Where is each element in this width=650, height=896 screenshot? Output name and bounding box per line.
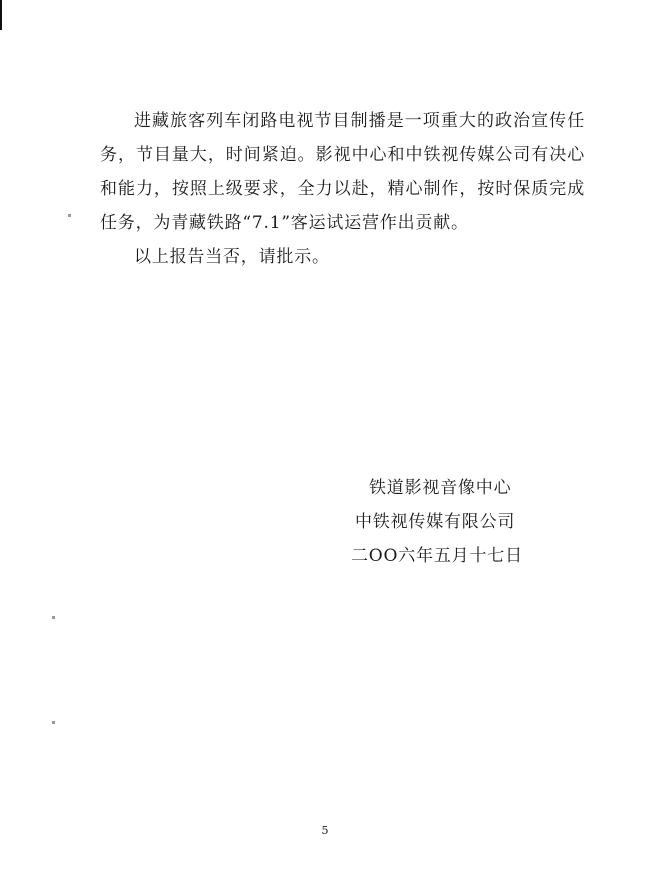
signature-date: 二OO六年五月十七日	[351, 546, 523, 566]
signature-organization-2: 中铁视传媒有限公司	[355, 512, 516, 532]
scan-dot	[52, 721, 55, 724]
closing-paragraph: 以上报告当否，请批示。	[134, 247, 330, 267]
body-paragraph: 进藏旅客列车闭路电视节目制播是一项重大的政治宣传任务，节目量大，时间紧迫。影视中心和中铁视传媒公司有决心和能力，按照上级要求，全力以赴，精心制作，按时保质完成任务，为青藏铁路“7.1”客运试运营作出贡献。	[100, 111, 585, 233]
signature-organization-1: 铁道影视音像中心	[369, 478, 512, 498]
scan-dot	[52, 616, 55, 619]
scan-edge-mark	[0, 0, 2, 30]
page-number: 5	[321, 824, 329, 837]
body-text	[100, 104, 585, 274]
signature-block	[351, 471, 523, 573]
scan-dot	[68, 214, 71, 217]
